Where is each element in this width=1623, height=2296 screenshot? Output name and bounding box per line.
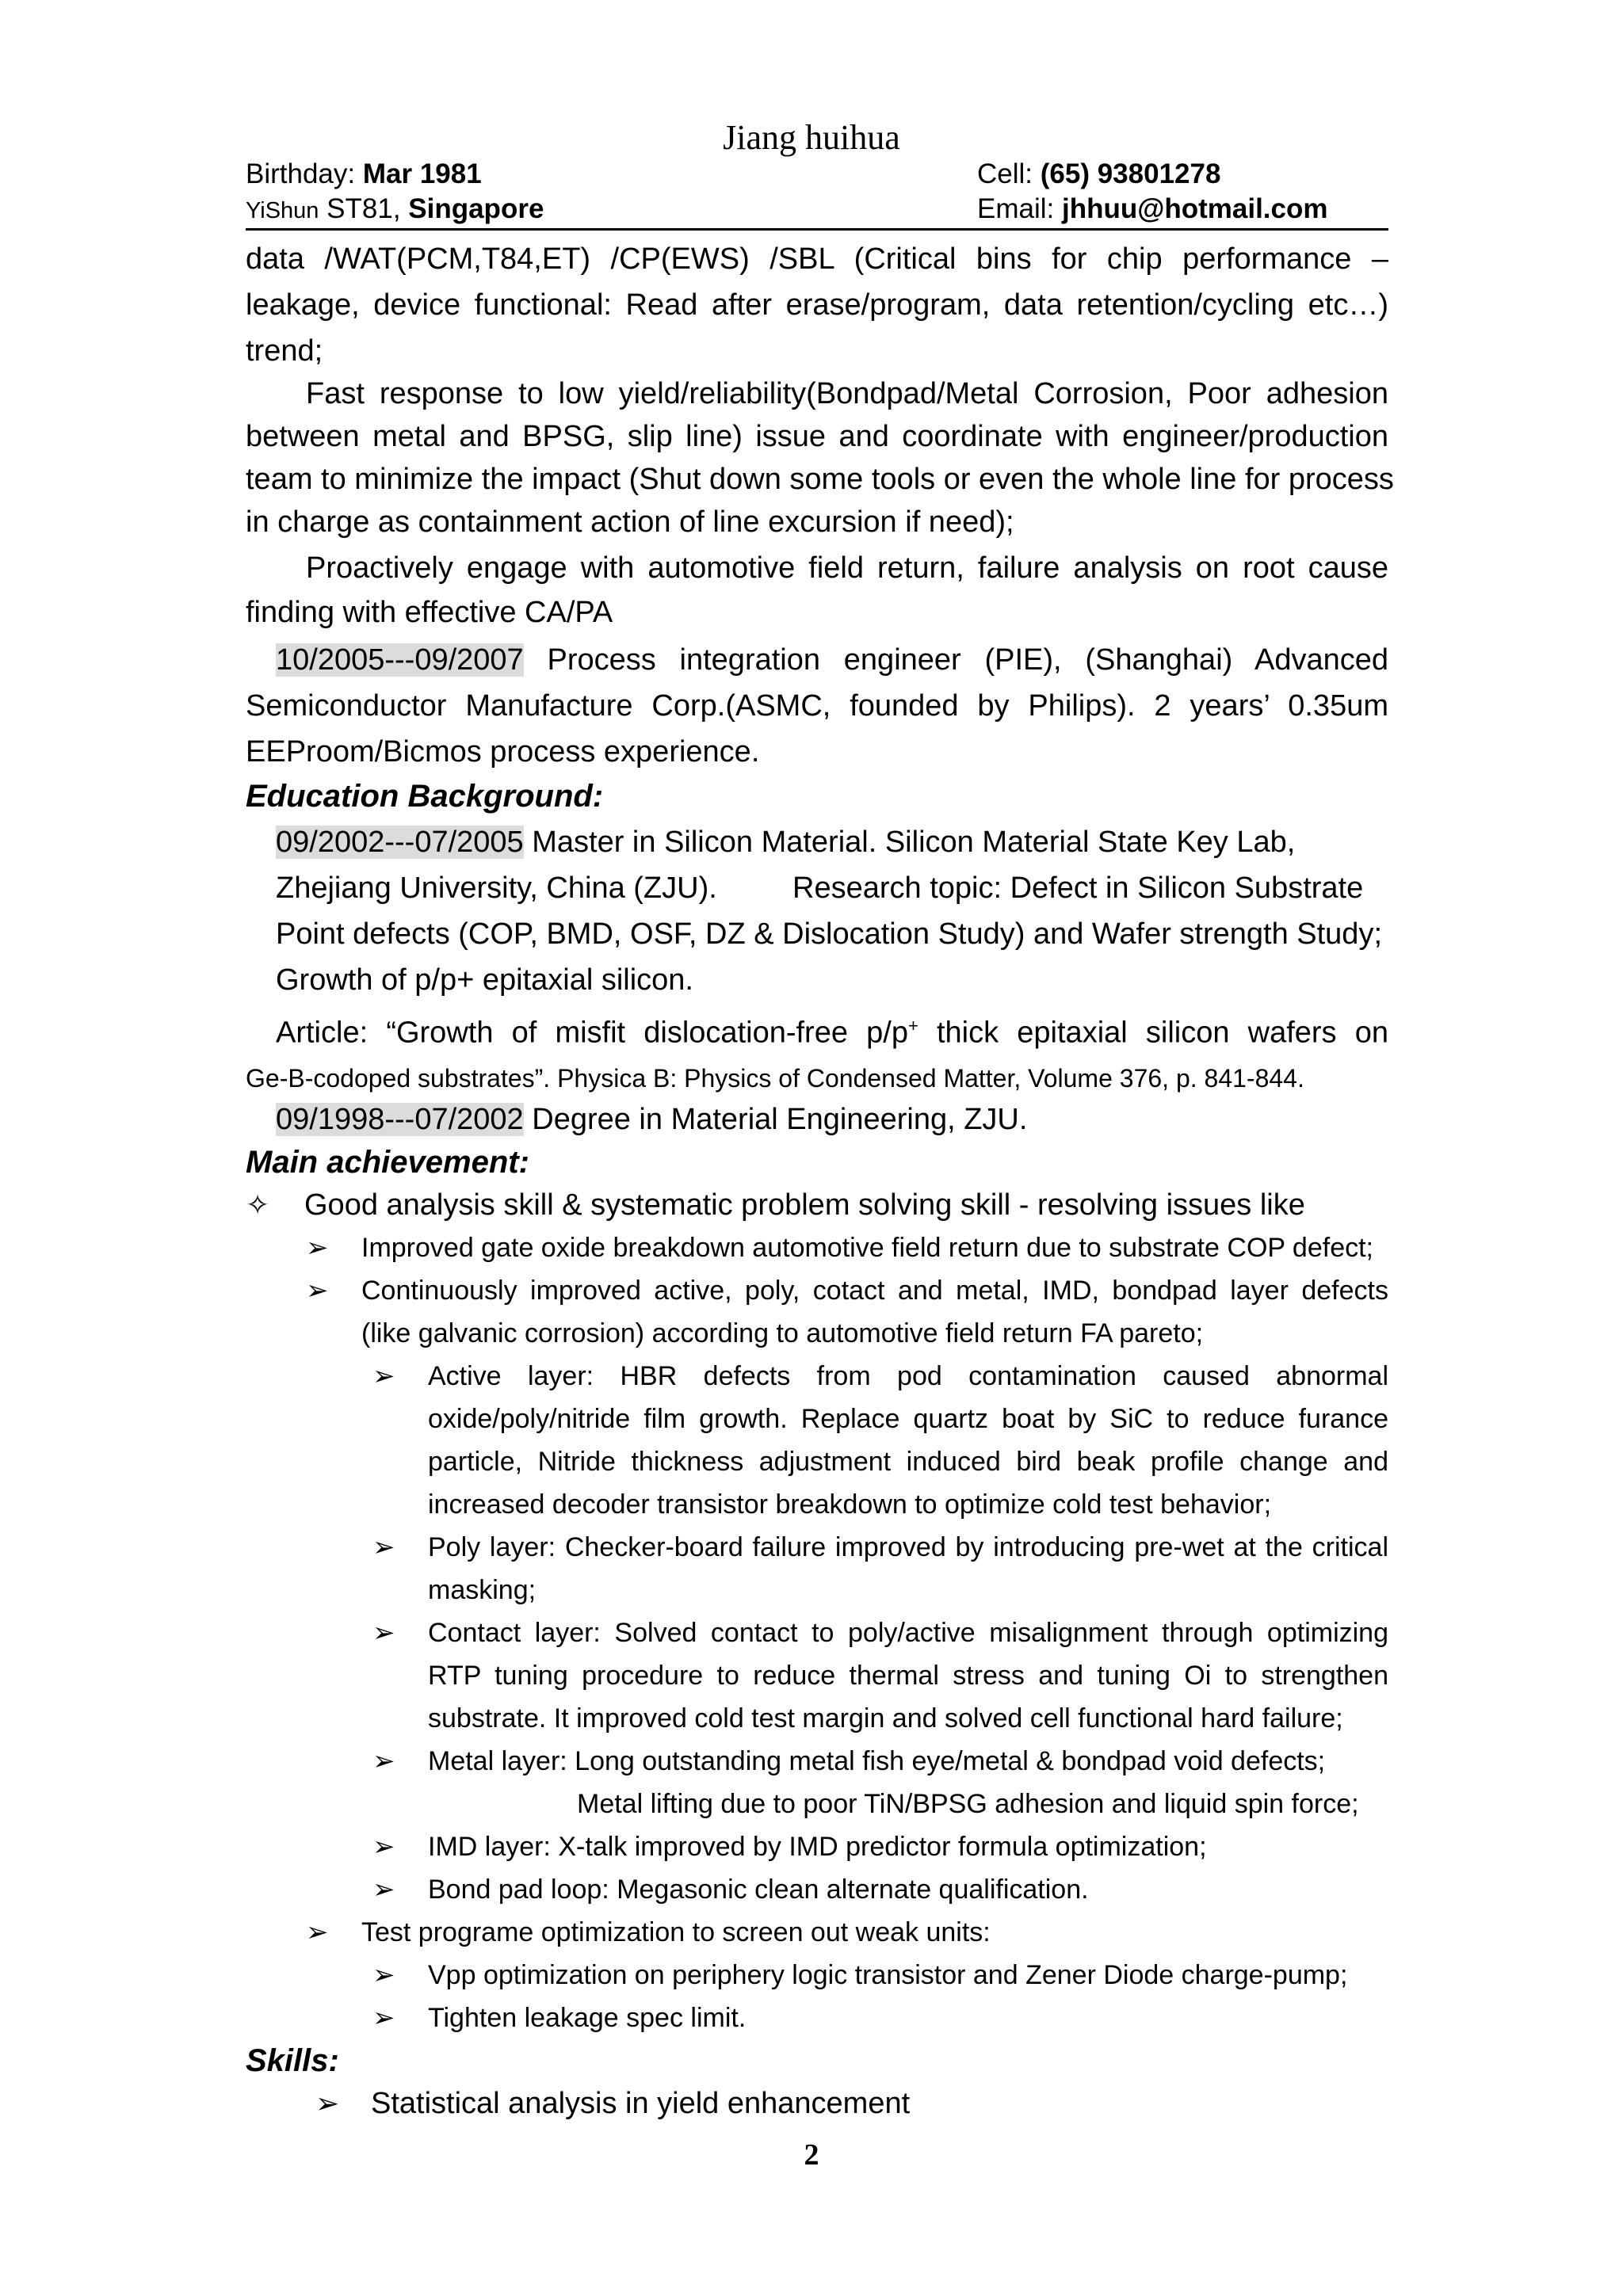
pie-line: 10/2005---09/2007 Process integration engineer (PIE), (Shanghai) Advanced (276, 643, 1388, 677)
achievement-subitem: Metal lifting due to poor TiN/BPSG adhesion and liquid spin force; (577, 1789, 1359, 1819)
education-line: Point defects (COP, BMD, OSF, DZ & Dislocation Study) and Wafer strength Study; (276, 917, 1382, 951)
achievement-subitem: Active layer: HBR defects from pod contamination caused abnormal (428, 1361, 1388, 1391)
skill-item: Statistical analysis in yield enhancement (371, 2087, 911, 2120)
arrow-bullet-icon: ➢ (372, 1361, 395, 1391)
education-line: Growth of p/p+ epitaxial silicon. (276, 963, 693, 997)
arrow-bullet-icon: ➢ (372, 1532, 395, 1562)
education-heading: Education Background: (246, 779, 604, 814)
address-line: YiShun ST81, Singapore (246, 193, 544, 224)
diamond-bullet-icon: ✧ (246, 1188, 270, 1221)
achievement-item: Continuously improved active, poly, cotact and metal, IMD, bondpad layer defects (361, 1276, 1388, 1306)
achievement-item: Test programe optimization to screen out weak units: (361, 1917, 991, 1947)
work-line: EEProom/Bicmos process experience. (246, 735, 760, 769)
work-line: between metal and BPSG, slip line) issue and coordinate with engineer/production (246, 420, 1388, 453)
arrow-bullet-icon: ➢ (315, 2087, 340, 2119)
work-line: trend; (246, 334, 323, 368)
achievement-subitem: oxide/poly/nitride film growth. Replace quartz boat by SiC to reduce furance (428, 1404, 1388, 1434)
work-line: data /WAT(PCM,T84,ET) /CP(EWS) /SBL (Critical bins for chip performance – (246, 242, 1388, 276)
work-line: leakage, device functional: Read after erase/program, data retention/cycling etc…) (246, 288, 1388, 322)
education-line: Research topic: Defect in Silicon Substrate (792, 871, 1364, 905)
achievement-heading: Main achievement: (246, 1145, 529, 1180)
arrow-bullet-icon: ➢ (372, 1746, 395, 1776)
work-line: finding with effective CA/PA (246, 596, 613, 629)
candidate-name: Jiang huihua (723, 118, 900, 157)
arrow-bullet-icon: ➢ (306, 1276, 329, 1306)
cell-value: (65) 93801278 (1040, 158, 1221, 189)
achievement-subitem: masking; (428, 1575, 537, 1605)
email-line: Email: jhhuu@hotmail.com (977, 193, 1328, 224)
birthday-line: Birthday: Mar 1981 (246, 158, 482, 189)
page-number: 2 (804, 2138, 819, 2172)
arrow-bullet-icon: ➢ (372, 1960, 395, 1990)
arrow-bullet-icon: ➢ (372, 1618, 395, 1648)
degree-date: 09/1998---07/2002 (276, 1103, 524, 1136)
education-line: Zhejiang University, China (ZJU). (276, 871, 717, 905)
achievement-subitem: particle, Nitride thickness adjustment induced bird beak profile change and (428, 1447, 1388, 1477)
work-line: Proactively engage with automotive field return, failure analysis on root cause (306, 551, 1388, 585)
pie-date: 10/2005---09/2007 (276, 643, 524, 677)
achievement-subitem: Contact layer: Solved contact to poly/active misalignment through optimizing (428, 1618, 1388, 1648)
master-date: 09/2002---07/2005 (276, 826, 524, 859)
arrow-bullet-icon: ➢ (306, 1233, 329, 1263)
arrow-bullet-icon: ➢ (372, 1875, 395, 1905)
work-line: team to minimize the impact (Shut down some tools or even the whole line for process (246, 463, 1394, 496)
education-line: 09/1998---07/2002 Degree in Material Engineering, ZJU. (276, 1103, 1028, 1136)
education-line: 09/2002---07/2005 Master in Silicon Material. Silicon Material State Key Lab, (276, 826, 1296, 859)
achievement-item: (like galvanic corrosion) according to automotive field return FA pareto; (361, 1318, 1204, 1348)
achievement-subitem: RTP tuning procedure to reduce thermal stress and tuning Oi to strengthen (428, 1661, 1388, 1691)
birthday-value: Mar 1981 (362, 158, 482, 189)
achievement-subitem: Vpp optimization on periphery logic transistor and Zener Diode charge-pump; (428, 1960, 1348, 1990)
cell-line: Cell: (65) 93801278 (977, 158, 1221, 189)
arrow-bullet-icon: ➢ (372, 2003, 395, 2033)
achievement-subitem: Tighten leakage spec limit. (428, 2003, 747, 2033)
achievement-subitem: IMD layer: X-talk improved by IMD predictor formula optimization; (428, 1832, 1207, 1862)
email-value: jhhuu@hotmail.com (1061, 193, 1328, 224)
achievement-subitem: Poly layer: Checker-board failure improved by introducing pre-wet at the critical (428, 1532, 1388, 1562)
work-line: in charge as containment action of line excursion if need); (246, 505, 1014, 539)
achievement-subitem: Metal layer: Long outstanding metal fish eye/metal & bondpad void defects; (428, 1746, 1326, 1776)
work-line: Fast response to low yield/reliability(Bondpad/Metal Corrosion, Poor adhesion (306, 377, 1388, 410)
work-line: Semiconductor Manufacture Corp.(ASMC, founded by Philips). 2 years’ 0.35um (246, 689, 1388, 723)
achievement-top: Good analysis skill & systematic problem solving skill - resolving issues like (304, 1188, 1305, 1222)
achievement-subitem: substrate. It improved cold test margin and solved cell functional hard failure; (428, 1703, 1343, 1733)
address-city: Singapore (408, 193, 544, 224)
article-line: Ge-B-codoped substrates”. Physica B: Physics of Condensed Matter, Volume 376, p. 841-844. (246, 1064, 1304, 1093)
arrow-bullet-icon: ➢ (372, 1832, 395, 1862)
achievement-item: Improved gate oxide breakdown automotive field return due to substrate COP defect; (361, 1233, 1373, 1263)
achievement-subitem: Bond pad loop: Megasonic clean alternate qualification. (428, 1875, 1089, 1905)
achievement-subitem: increased decoder transistor breakdown to optimize cold test behavior; (428, 1489, 1272, 1520)
header-divider (246, 228, 1388, 231)
article-line: Article: “Growth of misfit dislocation-free p/p+ thick epitaxial silicon wafers on (276, 1016, 1388, 1050)
skills-heading: Skills: (246, 2043, 339, 2078)
arrow-bullet-icon: ➢ (306, 1917, 329, 1947)
